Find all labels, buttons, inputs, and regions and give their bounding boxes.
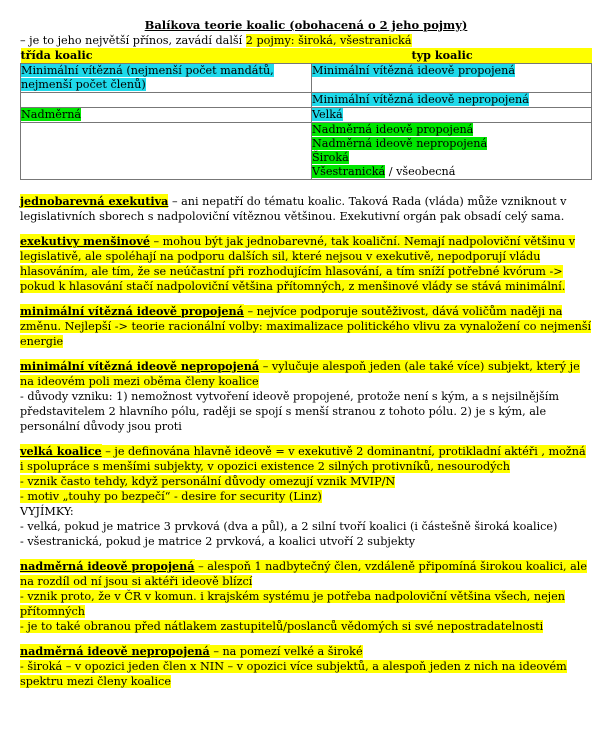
- section-text: – mohou být jak jednobarevné, tak koaliční. Nemají nadpoloviční většinu v legislativě, ale spoléhají na podporu dalších sil, které nejsou v exekutivě, nepodporují vládu hlasováním, ale tím, že se neúčastní při rozhodujícím hlasování, a tím sníží potřebné kvórum -> pokud k hlasování stačí nadpoloviční většina přítomných, z menšinové vlády se stává minimální.: [20, 235, 576, 293]
- section-text: – je definována hlavně ideově = v exekutivě 2 dominantní, protikladní aktéři , možná i spolupráce s menšími subjekty, v opozici existence 2 silných protivníků, nesourodých: [20, 445, 586, 473]
- cell-grand: Velká: [312, 108, 343, 121]
- intro-text: – je to jeho největší přínos, zavádí další: [20, 34, 246, 47]
- cell-nip: Nadměrná ideově propojená: [312, 123, 474, 136]
- section: [20, 559, 592, 634]
- table-header-type: typ koalic: [312, 48, 592, 64]
- intro-highlight: 2 pojmy: široká, všestranická: [245, 34, 412, 47]
- section-line: - vznik často tehdy, když personální důvody omezují vznik MVIP/N: [20, 475, 396, 488]
- section-text: – alespoň 1 nadbytečný člen, vzdáleně připomíná širokou koalici, ale na rozdíl od ní jsou si aktéři ideově blízcí: [20, 560, 588, 588]
- section-line: - velká, pokud je matrice 3 prvková (dva a půl), a 2 silní tvoří koalici (i částešně široká koalice): [20, 520, 558, 533]
- section: [20, 304, 592, 349]
- table-row: [21, 93, 592, 108]
- section: [20, 444, 592, 549]
- section-text: – nejvíce podporuje soutěživost, dává voličům naději na změnu. Nejlepší -> teorie racionální volby: maximalizace politického vlivu za vynaložení co nejmenší energie: [20, 305, 592, 348]
- section-paragraph: [20, 359, 592, 389]
- section: [20, 359, 592, 434]
- section-paragraph: [20, 444, 592, 474]
- section-term: velká koalice: [20, 444, 102, 458]
- cell-mvin: Minimální vítězná ideově nepropojená: [312, 93, 529, 106]
- section-term: minimální vítězná ideově nepropojená: [20, 359, 260, 373]
- cell-broad: Široká: [312, 151, 349, 164]
- section-line: - je to také obranou před nátlakem zastupitelů/poslanců vědomých si své nepostradatelnosti: [20, 620, 544, 633]
- section: [20, 194, 592, 224]
- table-row: [21, 108, 592, 123]
- section-text: – vylučuje alespoň jeden (ale také více) subjekt, který je na ideovém poli mezi oběma členy koalice: [20, 360, 580, 388]
- section-line: - motiv „touhy po bezpečí“ - desire for security (Linz): [20, 490, 322, 503]
- table-row: [21, 64, 592, 93]
- section-line: VYJÍMKY:: [20, 505, 74, 518]
- cell-allparty: Všestranická: [312, 165, 386, 178]
- table-row: [21, 123, 592, 180]
- cell-general: / všeobecná: [385, 165, 456, 178]
- section-line: - široká – v opozici jeden člen x NIN – v opozici více subjektů, a alespoň jeden z nich na ideovém spektru mezi členy koalice: [20, 660, 567, 688]
- section: [20, 644, 592, 689]
- section-paragraph: [20, 194, 592, 224]
- section-text: – na pomezí velké a široké: [209, 645, 363, 658]
- document-page: [20, 18, 592, 689]
- section-term: exekutivy menšinové: [20, 234, 150, 248]
- cell-nin: Nadměrná ideově nepropojená: [312, 137, 488, 150]
- section-paragraph: [20, 644, 592, 659]
- section-paragraph: [20, 234, 592, 294]
- section-line: - všestranická, pokud je matrice 2 prvková, a koalici utvoří 2 subjekty: [20, 535, 416, 548]
- cell-oversized: Nadměrná: [21, 108, 82, 121]
- cell-minimal: Minimální vítězná (nejmenší počet mandátů, nejmenší počet členů): [21, 64, 274, 91]
- table-header-class: třída koalic: [21, 48, 312, 64]
- section: [20, 234, 592, 294]
- intro-line: [20, 33, 592, 48]
- section-line: - důvody vzniku: 1) nemožnost vytvoření ideově propojené, protože není s kým, a s nejsilnějším představitelem 2 hlavního pólu, raději se spojí s menší stranou z tohoto pólu. 2) je s kým, ale personální důvody jsou proti: [20, 390, 559, 433]
- section-term: minimální vítězná ideově propojená: [20, 304, 244, 318]
- section-term: jednobarevná exekutiva: [20, 194, 169, 208]
- section-paragraph: [20, 559, 592, 589]
- document-title: Balíkova teorie koalic (obohacená o 2 jeho pojmy): [144, 18, 468, 32]
- section-term: nadměrná ideově nepropojená: [20, 644, 210, 658]
- coalition-table: [20, 48, 592, 180]
- section-line: - vznik proto, že v ČR v komun. i krajském systému je potřeba nadpoloviční většina všech, nejen přítomných: [20, 590, 565, 618]
- cell-mvip: Minimální vítězná ideově propojená: [312, 64, 516, 77]
- section-text: – ani nepatří do tématu koalic. Taková Rada (vláda) může vzniknout v legislativních sborech s nadpoloviční vítěznou většinou. Exekutivní orgán pak obsadí celý sama.: [20, 195, 567, 223]
- sections-container: [20, 194, 592, 689]
- section-term: nadměrná ideově propojená: [20, 559, 195, 573]
- section-paragraph: [20, 304, 592, 349]
